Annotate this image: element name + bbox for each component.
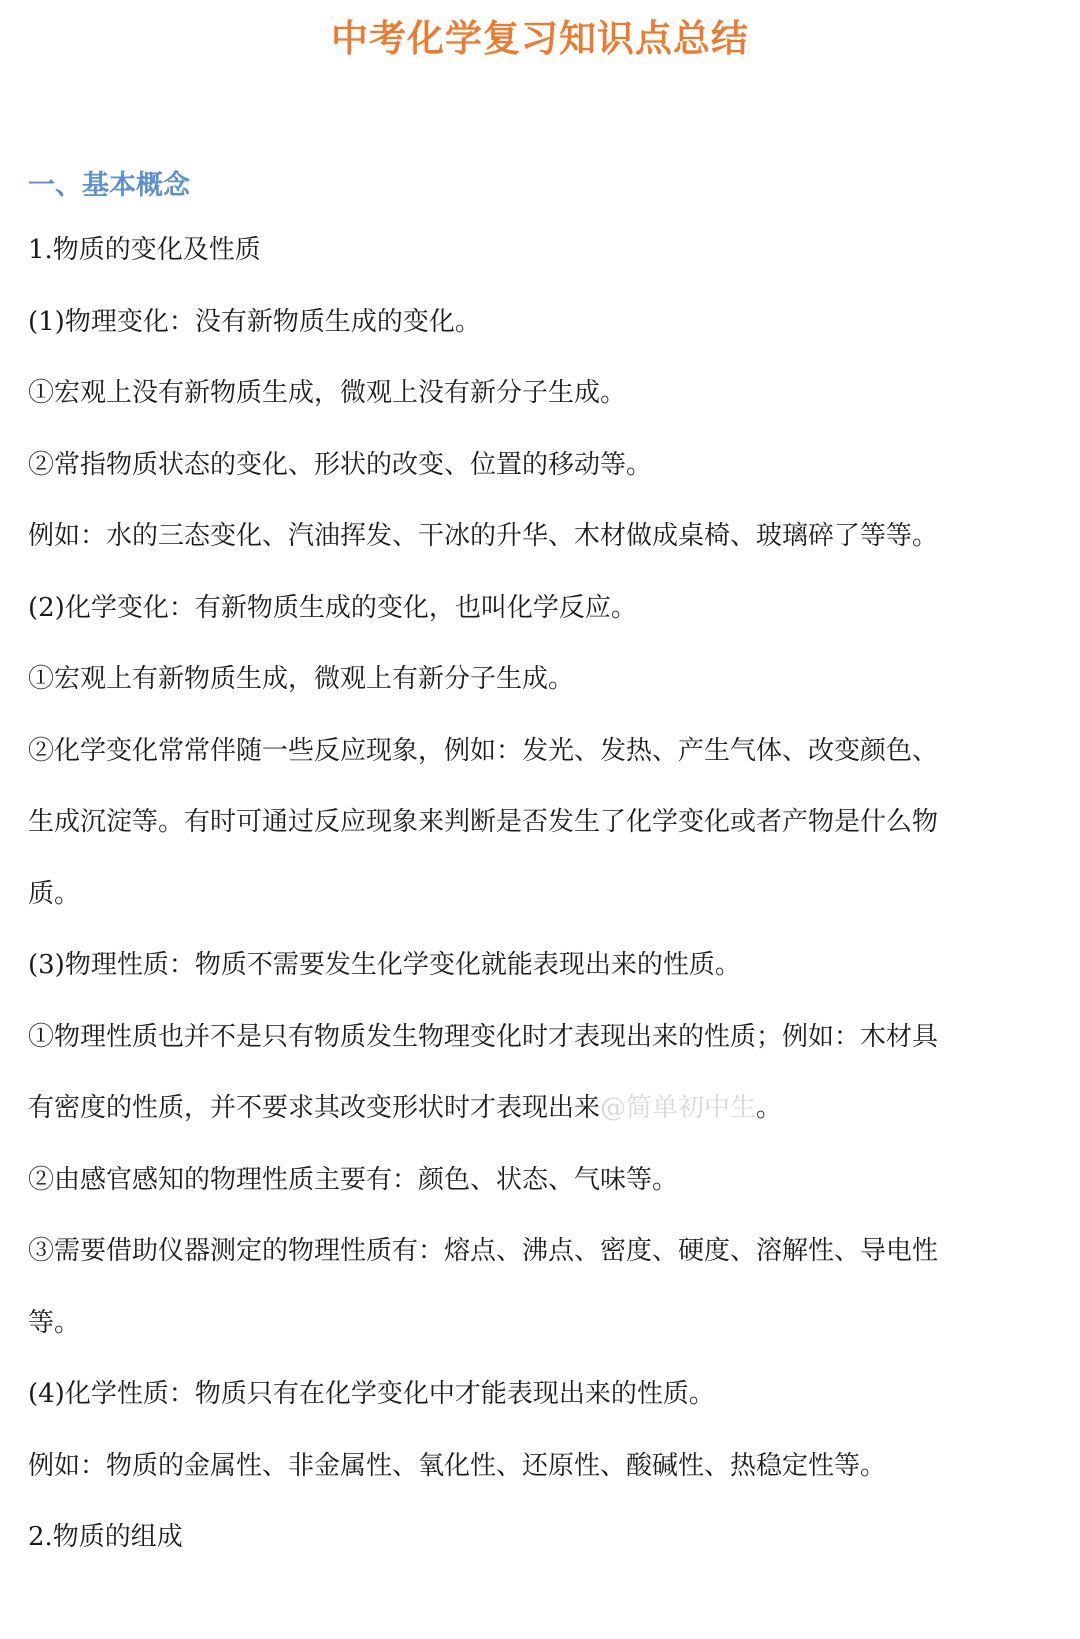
paragraph-line: (3)物理性质：物质不需要发生化学变化就能表现出来的性质。: [28, 950, 741, 980]
paragraph-line-with-watermark: [28, 1082, 1028, 1154]
paragraph-line: 例如：水的三态变化、汽油挥发、干冰的升华、木材做成桌椅、玻璃碎了等等。: [28, 521, 939, 551]
line-text-end: 。: [756, 1093, 783, 1123]
paragraph-line: ②常指物质状态的变化、形状的改变、位置的移动等。: [28, 449, 653, 480]
paragraph-line: (4)化学性质：物质只有在化学变化中才能表现出来的性质。: [28, 1379, 715, 1409]
subsection-heading: 1.物质的变化及性质: [28, 235, 261, 265]
paragraph-line: 质。: [28, 878, 81, 909]
paragraph-line: 例如：物质的金属性、非金属性、氧化性、还原性、酸碱性、热稳定性等。: [28, 1450, 887, 1481]
paragraph-line: 生成沉淀等。有时可通过反应现象来判断是否发生了化学变化或者产物是什么物: [28, 807, 939, 837]
paragraph-line: ①宏观上没有新物质生成，微观上没有新分子生成。: [28, 378, 627, 408]
paragraph-line: 等。: [28, 1307, 81, 1338]
document-body: [28, 224, 1028, 1583]
watermark: @简单初中生: [600, 1093, 757, 1123]
paragraph-line: ③需要借助仪器测定的物理性质有：熔点、沸点、密度、硬度、溶解性、导电性: [28, 1236, 939, 1266]
paragraph-line: ①物理性质也并不是只有物质发生物理变化时才表现出来的性质；例如：木材具: [28, 1021, 939, 1052]
paragraph-line: (1)物理变化：没有新物质生成的变化。: [28, 306, 481, 337]
line-text: 有密度的性质，并不要求其改变形状时才表现出来: [28, 1093, 601, 1123]
section-heading: 一、基本概念: [28, 170, 190, 201]
subsection-heading: 2.物质的组成: [28, 1522, 183, 1552]
paragraph-line: ②由感官感知的物理性质主要有：颜色、状态、气味等。: [28, 1164, 679, 1195]
page-title: 中考化学复习知识点总结: [331, 17, 749, 60]
paragraph-line: (2)化学变化：有新物质生成的变化，也叫化学反应。: [28, 592, 637, 623]
paragraph-line: ①宏观上有新物质生成，微观上有新分子生成。: [28, 664, 575, 694]
paragraph-line: ②化学变化常常伴随一些反应现象，例如：发光、发热、产生气体、改变颜色、: [28, 735, 939, 766]
